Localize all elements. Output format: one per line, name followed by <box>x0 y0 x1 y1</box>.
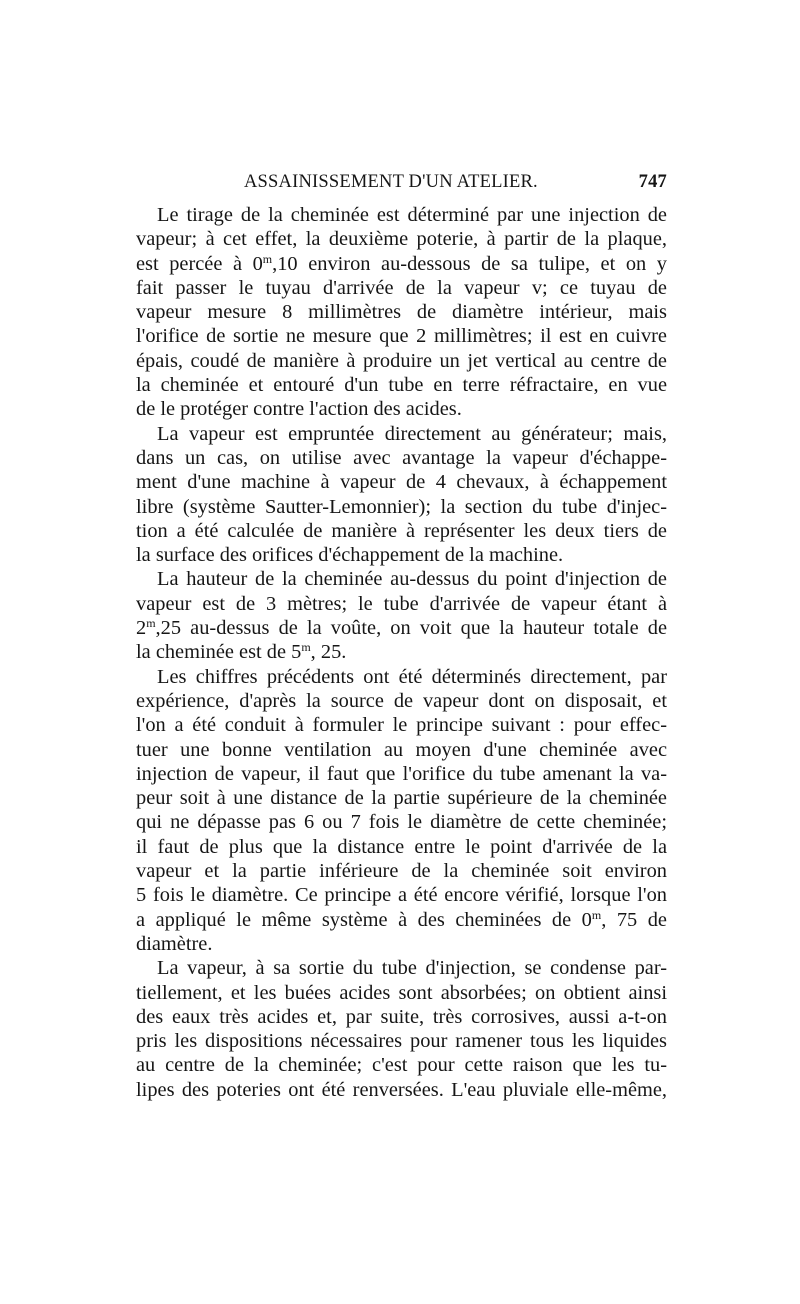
running-header <box>136 172 667 196</box>
text-line: la cheminée est de 5$^m$, 25. <box>136 640 347 664</box>
text-line: épais, coudé de manière à produire un jet vertical au centre de <box>136 349 667 372</box>
unit-superscript: m <box>301 640 311 655</box>
text-line: Le tirage de la cheminée est déterminé par une injection de <box>157 204 667 226</box>
text-line: pris les dispositions nécessaires pour ramener tous les liquides <box>136 1030 667 1053</box>
text-line: a appliqué le même système à des cheminées de 0$^m$, 75 de <box>136 907 667 931</box>
unit-superscript: m <box>262 251 273 266</box>
body-text <box>136 203 667 1102</box>
text-line: lipes des poteries ont été renversées. L'eau pluviale elle-même, <box>136 1078 667 1101</box>
text-line: qui ne dépasse pas 6 ou 7 fois le diamètre de cette cheminée; <box>136 811 667 834</box>
text-line: la cheminée et entouré d'un tube en terre réfractaire, en vue <box>136 374 667 397</box>
text-line: injection de vapeur, il faut que l'orifice du tube amenant la va- <box>136 762 667 785</box>
text-line: diamètre. <box>136 932 213 955</box>
text-line: libre (système Sautter-Lemonnier); la section du tube d'injec- <box>136 495 667 518</box>
text-line: il faut de plus que la distance entre le point d'arrivée de la <box>136 835 667 858</box>
page-number: 747 <box>638 172 667 192</box>
text-line: La hauteur de la cheminée au-dessus du point d'injection de <box>157 568 667 591</box>
text-line: vapeur mesure 8 millimètres de diamètre intérieur, mais <box>136 301 667 324</box>
unit-superscript: m <box>146 616 156 631</box>
text-line: 2$^m$,25 au-dessus de la voûte, on voit que la hauteur totale de <box>136 616 667 640</box>
text-line: La vapeur est empruntée directement au générateur; mais, <box>157 422 667 445</box>
running-title: ASSAINISSEMENT D'UN ATELIER. <box>244 172 538 192</box>
text-line: expérience, d'après la source de vapeur dont on disposait, et <box>136 689 667 712</box>
text-line: peur soit à une distance de la partie supérieure de la cheminée <box>136 787 667 810</box>
text-line: la surface des orifices d'échappement de la machine. <box>136 544 564 567</box>
text-line: l'orifice de sortie ne mesure que 2 millimètres; il est en cuivre <box>136 325 667 348</box>
text-line: fait passer le tuyau d'arrivée de la vapeur v; ce tuyau de <box>136 276 667 299</box>
text-line: l'on a été conduit à formuler le principe suivant : pour effec- <box>136 714 667 737</box>
text-line: ment d'une machine à vapeur de 4 chevaux, à échappement <box>136 471 667 494</box>
text-line: au centre de la cheminée; c'est pour cette raison que les tu- <box>136 1054 667 1077</box>
text-line: vapeur; à cet effet, la deuxième poterie, à partir de la plaque, <box>136 228 667 251</box>
text-line: des eaux très acides et, par suite, très corrosives, aussi a-t-on <box>136 1005 667 1028</box>
text-line: dans un cas, on utilise avec avantage la vapeur d'échappe- <box>136 446 667 469</box>
text-line: tiellement, et les buées acides sont absorbées; on obtient ainsi <box>136 981 667 1004</box>
text-line: de le protéger contre l'action des acides. <box>136 398 462 421</box>
text-line: tion a été calculée de manière à représenter les deux tiers de <box>136 519 667 542</box>
text-line: est percée à 0$^m$,10 environ au-dessous de sa tulipe, et on y <box>136 251 667 275</box>
text-line: tuer une bonne ventilation au moyen d'une cheminée avec <box>136 738 667 761</box>
text-line: La vapeur, à sa sortie du tube d'injection, se condense par- <box>157 957 667 980</box>
text-line: vapeur et la partie inférieure de la cheminée soit environ <box>136 860 667 883</box>
text-line: 5 fois le diamètre. Ce principe a été encore vérifié, lorsque l'on <box>136 884 667 907</box>
text-line: vapeur est de 3 mètres; le tube d'arrivée de vapeur étant à <box>136 592 667 615</box>
unit-superscript: m <box>591 907 602 922</box>
text-line: Les chiffres précédents ont été déterminés directement, par <box>157 665 667 688</box>
